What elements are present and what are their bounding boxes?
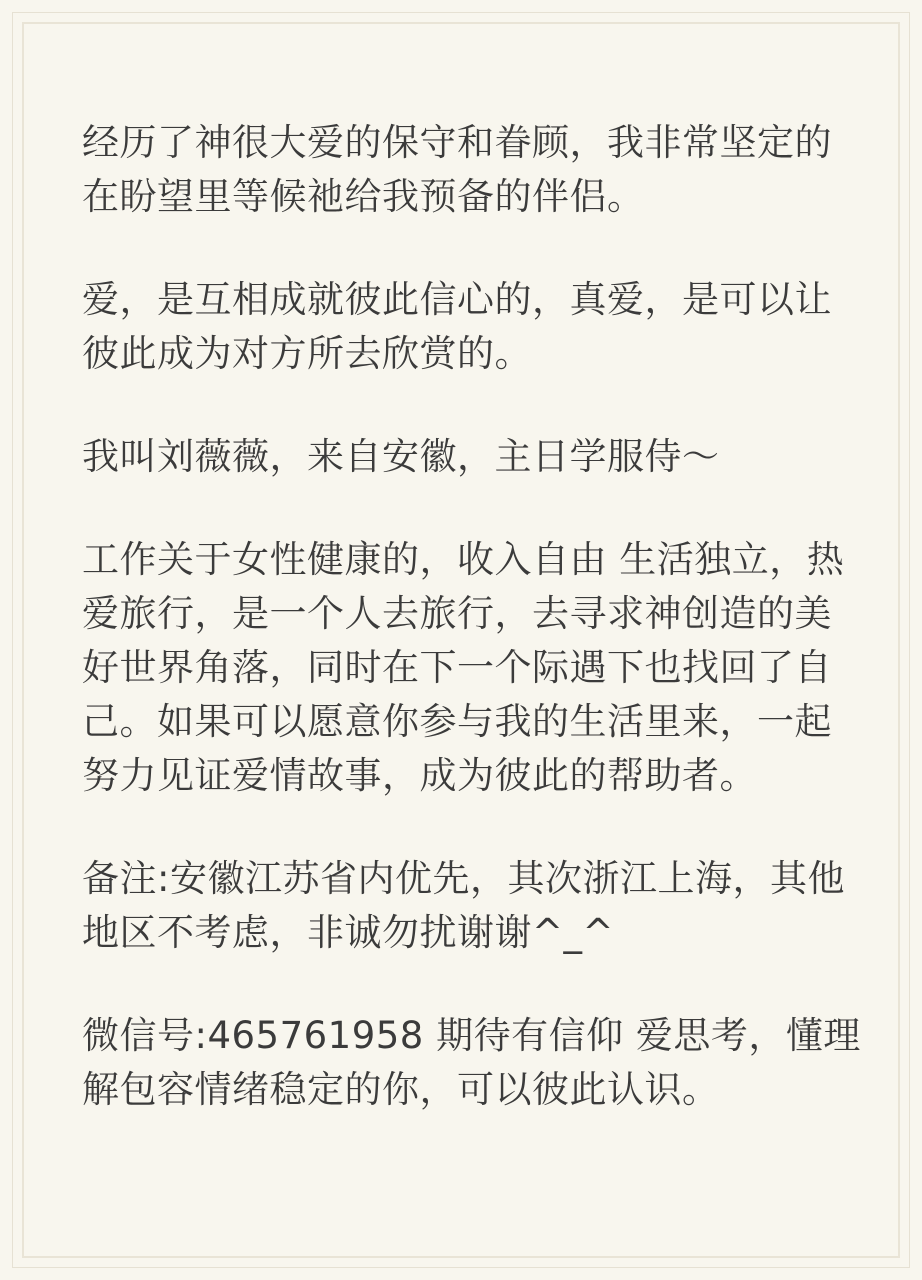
paragraph-note	[82, 852, 862, 960]
text-line: 地区不考虑，非诚勿扰谢谢^_^	[82, 911, 615, 954]
paragraph-work	[82, 533, 862, 803]
paragraph-name	[82, 430, 862, 484]
paragraph-intro	[82, 116, 862, 224]
text-line: 彼此成为对方所去欣赏的。	[82, 332, 532, 375]
text-line: 努力见证爱情故事，成为彼此的帮助者。	[82, 754, 757, 797]
text-line: 解包容情绪稳定的你，可以彼此认识。	[82, 1068, 720, 1111]
text-line: 工作关于女性健康的，收入自由 生活独立，热	[82, 538, 845, 581]
text-line: 爱旅行，是一个人去旅行，去寻求神创造的美	[82, 592, 832, 635]
text-line: 我叫刘薇薇，来自安徽，主日学服侍～	[82, 435, 720, 478]
text-line: 己。如果可以愿意你参与我的生活里来，一起	[82, 700, 832, 743]
text-line: 备注:安徽江苏省内优先，其次浙江上海，其他	[82, 857, 845, 900]
text-line: 好世界角落，同时在下一个际遇下也找回了自	[82, 646, 832, 689]
text-line: 在盼望里等候祂给我预备的伴侣。	[82, 175, 645, 218]
post-body	[82, 116, 862, 1166]
text-line: 经历了神很大爱的保守和眷顾，我非常坚定的	[82, 121, 832, 164]
text-line: 微信号:465761958 期待有信仰 爱思考，懂理	[82, 1014, 861, 1057]
text-line: 爱，是互相成就彼此信心的，真爱，是可以让	[82, 278, 832, 321]
paragraph-contact	[82, 1009, 862, 1117]
paragraph-love	[82, 273, 862, 381]
